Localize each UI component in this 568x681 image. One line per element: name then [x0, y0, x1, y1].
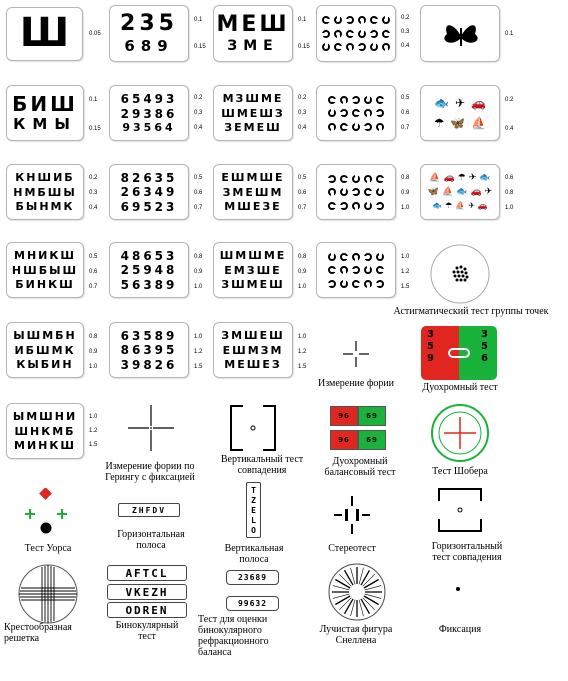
- chart-row: 86395: [120, 343, 178, 357]
- airplane-icon: ✈: [468, 201, 475, 210]
- worth-caption: Тест Уорса: [24, 543, 72, 554]
- acuity-label: 1.2: [89, 428, 98, 434]
- chart-row: КЫБИН: [16, 357, 74, 371]
- vertical-strip-caption: Вертикальная полоса: [224, 543, 284, 565]
- chart-row: КНШИБ: [15, 171, 75, 185]
- chart-row: 69523: [120, 199, 178, 214]
- acuity-label: 0.4: [194, 125, 203, 131]
- chart-row: ШМШМЕ: [219, 249, 287, 263]
- ring-row: [328, 266, 384, 274]
- dot-group-caption: Астигматический тест группы точек: [393, 306, 549, 317]
- cross-grid-test[interactable]: [17, 563, 79, 625]
- balance-green-bottom: 69: [358, 430, 386, 450]
- landolt-ring-chart-1[interactable]: [316, 5, 396, 62]
- chart-row: БИНКШ: [15, 277, 75, 291]
- symbol-chart-1[interactable]: [420, 5, 500, 62]
- chart-row: 25948: [120, 263, 178, 277]
- airplane-icon: ✈: [454, 96, 466, 111]
- symbol-chart-2[interactable]: [420, 85, 500, 141]
- acuity-label: 0.2: [505, 97, 514, 103]
- umbrella-icon: ☂: [433, 115, 445, 130]
- acuity-label: 0.9: [194, 269, 203, 275]
- fixation-cross-icon: [126, 403, 176, 453]
- chart-row: 48653: [120, 248, 178, 263]
- acuity-label: 0.7: [401, 125, 410, 131]
- acuity-label: 0.15: [298, 44, 310, 50]
- letter-chart-2[interactable]: [6, 85, 84, 141]
- chart-row: 3: [427, 329, 437, 340]
- open-cross-icon: [341, 339, 371, 369]
- schober-caption: Тест Шобера: [432, 466, 488, 477]
- strip-text: ZHFDV: [131, 505, 167, 515]
- chart-row: ЗМЕШМ: [222, 185, 284, 199]
- acuity-label: 0.9: [298, 269, 307, 275]
- chart-row: ЕШМШЕ: [221, 171, 285, 185]
- acuity-label: 1.5: [401, 284, 410, 290]
- stereo-caption: Стереотест: [328, 543, 376, 554]
- letter-chart-6[interactable]: [6, 403, 84, 459]
- sailboat-icon: ⛵: [442, 187, 454, 197]
- chart-row: 63589: [120, 328, 178, 343]
- horizontal-strip-chart[interactable]: [118, 503, 180, 517]
- duochrome-center-ring: [448, 348, 470, 358]
- chart-row: НМБШЫ: [13, 185, 77, 199]
- acuity-label: 0.3: [298, 110, 307, 116]
- acuity-label: 0.5: [298, 175, 307, 181]
- chart-row: 689: [124, 36, 174, 55]
- acuity-label: 0.6: [194, 190, 203, 196]
- fixation-dot[interactable]: [456, 587, 460, 591]
- worth-test[interactable]: [20, 488, 72, 536]
- ring-row: [328, 123, 384, 131]
- acuity-label: 0.5: [89, 254, 98, 260]
- ring-row: [328, 175, 384, 183]
- acuity-label: 0.4: [505, 126, 514, 132]
- landolt-ring-chart-2[interactable]: [316, 85, 396, 141]
- umbrella-icon: ☂: [457, 173, 466, 183]
- sailboat-icon: ⛵: [429, 173, 441, 183]
- acuity-label: 0.4: [298, 125, 307, 131]
- digit-chart-1[interactable]: [109, 5, 189, 62]
- chart-row: ЕШМЗМ: [222, 343, 284, 357]
- acuity-label: 0.1: [89, 97, 98, 103]
- vertical-coincidence-caption: Вертикальный тест совпадения: [220, 454, 304, 476]
- chart-row: БЫНМК: [15, 199, 75, 213]
- acuity-label: 0.8: [194, 254, 203, 260]
- acuity-label: 1.0: [401, 254, 410, 260]
- tumbling-letters-chart-3[interactable]: [213, 164, 293, 220]
- chart-row: ЫМШНИ: [12, 410, 78, 424]
- acuity-label: 0.15: [89, 126, 101, 132]
- landolt-ring-chart-4[interactable]: [316, 242, 396, 298]
- snellen-radial-test[interactable]: [327, 562, 387, 622]
- duochrome-caption: Дуохромный тест: [422, 382, 498, 393]
- acuity-label: 1.0: [89, 414, 98, 420]
- butterfly-icon: 🦋: [427, 187, 439, 197]
- horizontal-coincidence-caption: Горизонтальный тест совпадения: [431, 541, 503, 563]
- acuity-label: 0.9: [89, 349, 98, 355]
- ring-row: [322, 43, 390, 51]
- acuity-label: 0.6: [401, 110, 410, 116]
- vertical-coincidence-test[interactable]: [229, 404, 277, 452]
- ring-row: [322, 30, 390, 38]
- binocular-row-1[interactable]: AFTCL: [107, 565, 187, 581]
- phoria-test[interactable]: [341, 339, 371, 369]
- acuity-label: 1.0: [401, 205, 410, 211]
- tumbling-letters-chart-4[interactable]: [213, 242, 293, 298]
- chart-row: МЗШМЕ: [222, 92, 284, 106]
- symbol-row: [432, 202, 488, 210]
- balance-green-top: 69: [358, 406, 386, 426]
- chart-letter: Ш: [19, 10, 70, 56]
- balance-row-1[interactable]: 23689: [226, 570, 279, 585]
- acuity-label: 0.5: [194, 175, 203, 181]
- schober-target-icon: [430, 403, 490, 463]
- chart-row: 235: [120, 11, 178, 37]
- chart-row: 39826: [120, 357, 178, 372]
- fixation-caption: Фиксация: [438, 624, 482, 635]
- tumbling-letters-chart-2[interactable]: [213, 85, 293, 141]
- sailboat-icon: ⛵: [455, 201, 466, 210]
- chart-row: ЗМШЕШ: [221, 329, 285, 343]
- tumbling-e-chart-1[interactable]: [6, 7, 83, 61]
- umbrella-icon: ☂: [445, 201, 453, 210]
- sailboat-icon: ⛵: [471, 115, 487, 130]
- acuity-label: 0.6: [505, 175, 514, 181]
- chart-row: 93564: [122, 121, 176, 135]
- chart-row: ЗЕМЕШ: [224, 120, 282, 134]
- stereo-test[interactable]: [333, 495, 371, 535]
- vertical-coincidence-icon: [229, 404, 277, 452]
- ring-row: [328, 109, 384, 117]
- digit-chart-5[interactable]: [109, 322, 189, 378]
- symbol-row: [429, 174, 490, 183]
- chart-row: 56389: [120, 277, 178, 292]
- airplane-icon: ✈: [484, 187, 493, 197]
- acuity-label: 0.3: [194, 110, 203, 116]
- acuity-label: 0.1: [194, 17, 203, 23]
- acuity-label: 0.05: [89, 31, 101, 37]
- acuity-label: 0.2: [298, 95, 307, 101]
- acuity-label: 0.4: [89, 205, 98, 211]
- acuity-label: 0.2: [89, 175, 98, 181]
- digit-chart-3[interactable]: [109, 164, 189, 220]
- acuity-label: 1.2: [298, 349, 307, 355]
- chart-row: 29386: [120, 106, 178, 121]
- cross-grid-icon: [17, 563, 79, 625]
- chart-row: МИНКШ: [14, 438, 76, 452]
- binocular-row-3[interactable]: ODREN: [107, 602, 187, 618]
- chart-row: 82635: [120, 170, 178, 185]
- binocular-balance-caption: Тест для оценки бинокулярного рефракционного баланса: [198, 614, 269, 658]
- car-icon: 🚗: [443, 173, 455, 183]
- binocular-row-2[interactable]: VKEZH: [107, 584, 187, 600]
- chart-row: 9: [427, 353, 437, 364]
- strip-text: TZELO: [251, 486, 256, 535]
- acuity-label: 0.8: [89, 334, 98, 340]
- fish-icon: 🐟: [479, 173, 491, 183]
- acuity-label: 0.2: [401, 15, 410, 21]
- acuity-label: 0.3: [401, 29, 410, 35]
- hering-caption: Измерение фории по Герингу с фиксацией: [105, 461, 195, 483]
- acuity-label: 1.5: [194, 364, 203, 370]
- chart-row: 3: [481, 329, 491, 340]
- balance-row-2[interactable]: 99632: [226, 596, 279, 611]
- binocular-caption: Бинокулярный тест: [115, 620, 179, 642]
- dot-group-test[interactable]: [430, 244, 490, 304]
- acuity-label: 0.8: [401, 175, 410, 181]
- phoria-caption: Измерение фории: [317, 378, 395, 389]
- digit-chart-2[interactable]: [109, 85, 189, 141]
- ring-row: [328, 280, 384, 288]
- acuity-label: 1.2: [401, 269, 410, 275]
- acuity-label: 1.0: [298, 334, 307, 340]
- acuity-label: 0.1: [505, 31, 514, 37]
- worth-four-dot-icon: [20, 488, 72, 536]
- chart-row: 5: [427, 341, 437, 352]
- chart-row: МЕШЕЗ: [224, 357, 282, 371]
- acuity-label: 1.0: [194, 334, 203, 340]
- hering-phoria-test[interactable]: [126, 403, 176, 453]
- stereo-pattern-icon: [333, 495, 371, 535]
- symbol-row: [434, 97, 486, 109]
- butterfly-icon: [421, 6, 500, 62]
- acuity-label: 1.0: [298, 284, 307, 290]
- acuity-label: 0.6: [298, 190, 307, 196]
- digit-chart-4[interactable]: [109, 242, 189, 298]
- chart-row: МНИКШ: [14, 249, 76, 263]
- acuity-label: 1.5: [298, 364, 307, 370]
- acuity-label: 1.0: [194, 284, 203, 290]
- duochrome-test[interactable]: [421, 326, 497, 380]
- tumbling-letters-chart-1[interactable]: [213, 5, 293, 62]
- ring-row: [328, 188, 384, 196]
- snellen-radial-icon: [327, 562, 387, 622]
- letter-chart-5[interactable]: [6, 322, 84, 378]
- fish-icon: 🐟: [456, 187, 468, 197]
- chart-row: БИШ: [12, 91, 78, 116]
- vertical-strip-chart[interactable]: [246, 482, 261, 538]
- chart-row: 65493: [120, 91, 178, 106]
- chart-row: КМЫ: [13, 115, 77, 134]
- acuity-label: 0.3: [89, 190, 98, 196]
- ring-row: [328, 96, 384, 104]
- car-icon: 🚗: [471, 96, 486, 111]
- chart-row: НШБЫШ: [11, 263, 79, 277]
- chart-row: ШМЕШЗ: [221, 106, 285, 120]
- acuity-label: 0.9: [401, 190, 410, 196]
- horizontal-coincidence-test[interactable]: [437, 487, 483, 533]
- fish-icon: 🐟: [434, 96, 449, 111]
- acuity-label: 0.8: [298, 254, 307, 260]
- tumbling-letters-chart-5[interactable]: [213, 322, 293, 378]
- chart-row: ШНКМБ: [14, 424, 76, 438]
- ring-row: [328, 202, 384, 210]
- letter-chart-3[interactable]: [6, 164, 84, 220]
- schober-test[interactable]: [430, 403, 490, 463]
- symbol-row: [428, 188, 492, 197]
- acuity-label: 0.7: [298, 205, 307, 211]
- chart-row: ИБШМК: [14, 343, 76, 357]
- acuity-label: 1.5: [89, 442, 98, 448]
- horizontal-strip-caption: Горизонтальная полоса: [117, 529, 185, 551]
- chart-row: ЫШМБН: [13, 329, 77, 343]
- chart-row: МЕШ: [216, 11, 290, 37]
- chart-row: МШЕЗЕ: [224, 199, 282, 213]
- symbol-row: [434, 117, 487, 129]
- acuity-label: 0.4: [401, 43, 410, 49]
- butterfly-icon: 🦋: [450, 115, 466, 130]
- ring-row: [322, 16, 390, 24]
- duochrome-balance-test[interactable]: [330, 406, 386, 452]
- chart-row: ЕМЗШЕ: [224, 263, 282, 277]
- chart-row: 26349: [120, 185, 178, 199]
- airplane-icon: ✈: [468, 173, 477, 183]
- acuity-label: 1.0: [89, 364, 98, 370]
- horizontal-coincidence-icon: [437, 487, 483, 533]
- symbol-chart-3[interactable]: [420, 164, 500, 220]
- acuity-label: 0.7: [89, 284, 98, 290]
- ring-row: [328, 253, 384, 261]
- chart-row: 6: [481, 353, 491, 364]
- balance-red-bottom: 96: [330, 430, 358, 450]
- acuity-label: 0.2: [194, 95, 203, 101]
- acuity-label: 0.1: [298, 17, 307, 23]
- acuity-label: 0.6: [89, 269, 98, 275]
- car-icon: 🚗: [470, 187, 482, 197]
- chart-row: 5: [481, 341, 491, 352]
- landolt-ring-chart-3[interactable]: [316, 164, 396, 220]
- acuity-label: 0.7: [194, 205, 203, 211]
- duochrome-balance-caption: Дуохромный балансовый тест: [324, 456, 396, 478]
- acuity-label: 0.8: [505, 190, 514, 196]
- dot-cluster-icon: [430, 244, 490, 304]
- balance-red-top: 96: [330, 406, 358, 426]
- car-icon: 🚗: [477, 201, 488, 210]
- letter-chart-4[interactable]: [6, 242, 84, 298]
- acuity-label: 1.0: [505, 205, 514, 211]
- acuity-label: 0.15: [194, 44, 206, 50]
- chart-row: ЗМЕ: [227, 38, 279, 55]
- snellen-radial-caption: Лучистая фигура Снеллена: [319, 624, 393, 646]
- fish-icon: 🐟: [432, 201, 443, 210]
- acuity-label: 0.5: [401, 95, 410, 101]
- chart-row: ЗШМЕШ: [221, 277, 285, 291]
- cross-grid-caption: Крестообразная решетка: [4, 622, 72, 644]
- acuity-label: 1.2: [194, 349, 203, 355]
